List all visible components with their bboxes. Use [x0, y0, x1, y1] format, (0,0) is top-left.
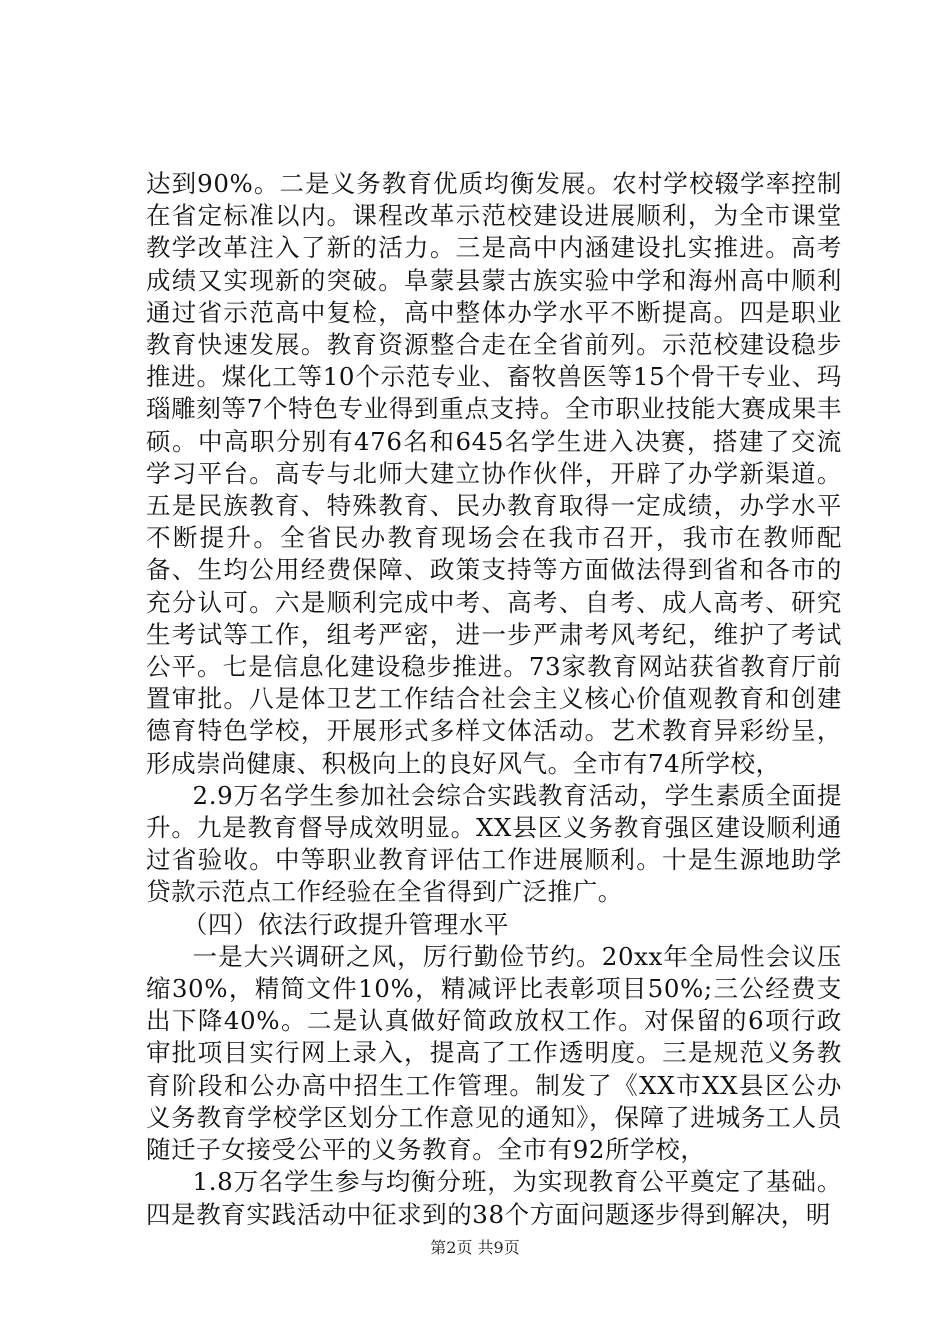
paragraph-1: 达到90%。二是义务教育优质均衡发展。农村学校辍学率控制在省定标准以内。课程改革示范校建设进展顺利，为全市课堂教学改革注入了新的活力。三是高中内涵建设扎实推进。高考成绩又实现新的突破。阜蒙县蒙古族实验中学和海州高中顺利通过省示范高中复检，高中整体办学水平不断提高。四是职业教育快速发展。教育资源整合走在全省前列。示范校建设稳步推进。煤化工等10个示范专业、畜牧兽医等15个骨干专业、玛瑙雕刻等7个特色专业得到重点支持。全市职业技能大赛成果丰硕。中高职分别有476名和645名学生进入决赛，搭建了交流学习平台。高专与北师大建立协作伙伴，开辟了办学新渠道。五是民族教育、特殊教育、民办教育取得一定成绩，办学水平不断提升。全省民办教育现场会在我市召开，我市在教师配备、生均公用经费保障、政策支持等方面做法得到省和各市的充分认可。六是顺利完成中考、高考、自考、成人高考、研究生考试等工作，组考严密，进一步严肃考风考纪，维护了考试公平。七是信息化建设稳步推进。73家教育网站获省教育厅前置审批。八是体卫艺工作结合社会主义核心价值观教育和创建德育特色学校，开展形式多样文体活动。艺术教育异彩纷呈，形成崇尚健康、积极向上的良好风气。全市有74所学校，: [146, 169, 842, 778]
paragraph-3: 一是大兴调研之风，厉行勤俭节约。20xx年全局性会议压缩30%，精简文件10%，精减评比表彰项目50%;三公经费支出下降40%。二是认真做好简政放权工作。对保留的6项行政审批项目实行网上录入，提高了工作透明度。三是规范义务教育阶段和公办高中招生工作管理。制发了《XX市XX县区公办义务教育学校学区划分工作意见的通知》，保障了进城务工人员随迁子女接受公平的义务教育。全市有92所学校，: [146, 941, 842, 1165]
paragraph-2: 2.9万名学生参加社会综合实践教育活动，学生素质全面提升。九是教育督导成效明显。XX县区义务教育强区建设顺利通过省验收。中等职业教育评估工作进展顺利。十是生源地助学贷款示范点工作经验在全省得到广泛推广。: [146, 780, 842, 907]
page-number-footer: 第2页 共9页: [430, 1238, 520, 1257]
section-heading: （四）依法行政提升管理水平: [182, 909, 510, 939]
paragraph-4: 1.8万名学生参与均衡分班，为实现教育公平奠定了基础。四是教育实践活动中征求到的38个方面问题逐步得到解决，明: [146, 1167, 842, 1229]
document-body: [146, 168, 842, 1231]
